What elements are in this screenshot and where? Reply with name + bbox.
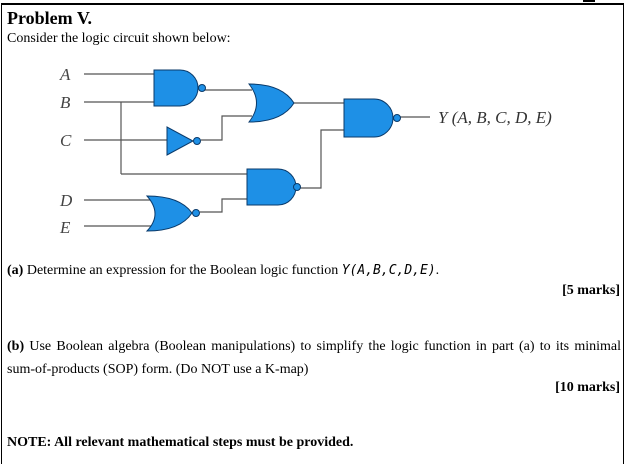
- nor-gate-icon: [147, 196, 200, 231]
- part-a-end: .: [435, 263, 440, 278]
- intro-text: Consider the logic circuit shown below:: [7, 31, 231, 46]
- output-label: Y (A, B, C, D, E): [438, 108, 552, 127]
- part-b-label: (b): [7, 339, 25, 354]
- input-label-d: D: [60, 191, 73, 210]
- input-label-a: A: [60, 65, 71, 84]
- part-a-function: Y(A,B,C,D,E): [341, 263, 436, 278]
- part-b-marks: [10 marks]: [555, 380, 620, 395]
- and-gate-icon: [247, 169, 301, 205]
- or-gate-icon: [249, 84, 294, 122]
- part-a-label: (a): [7, 263, 24, 278]
- not-gate-icon: [167, 127, 201, 155]
- part-a-text: Determine an expression for the Boolean logic function: [23, 263, 342, 278]
- nand-gate-icon: [154, 70, 206, 106]
- part-a-marks: [5 marks]: [562, 283, 620, 298]
- part-a-question: [7, 259, 439, 282]
- note-text: NOTE: All relevant mathematical steps must be provided.: [7, 435, 354, 450]
- input-label-e: E: [60, 218, 71, 237]
- problem-title: Problem V.: [7, 8, 93, 28]
- input-label-c: C: [60, 131, 72, 150]
- part-b-text: Use Boolean algebra (Boolean manipulations) to simplify the logic function in part (a) to its minimal sum-of-products (SOP) form. (Do NOT use a K-map): [7, 339, 621, 377]
- output-nand-gate-icon: [344, 99, 401, 137]
- part-b-question: [7, 335, 621, 381]
- input-label-b: B: [60, 93, 71, 112]
